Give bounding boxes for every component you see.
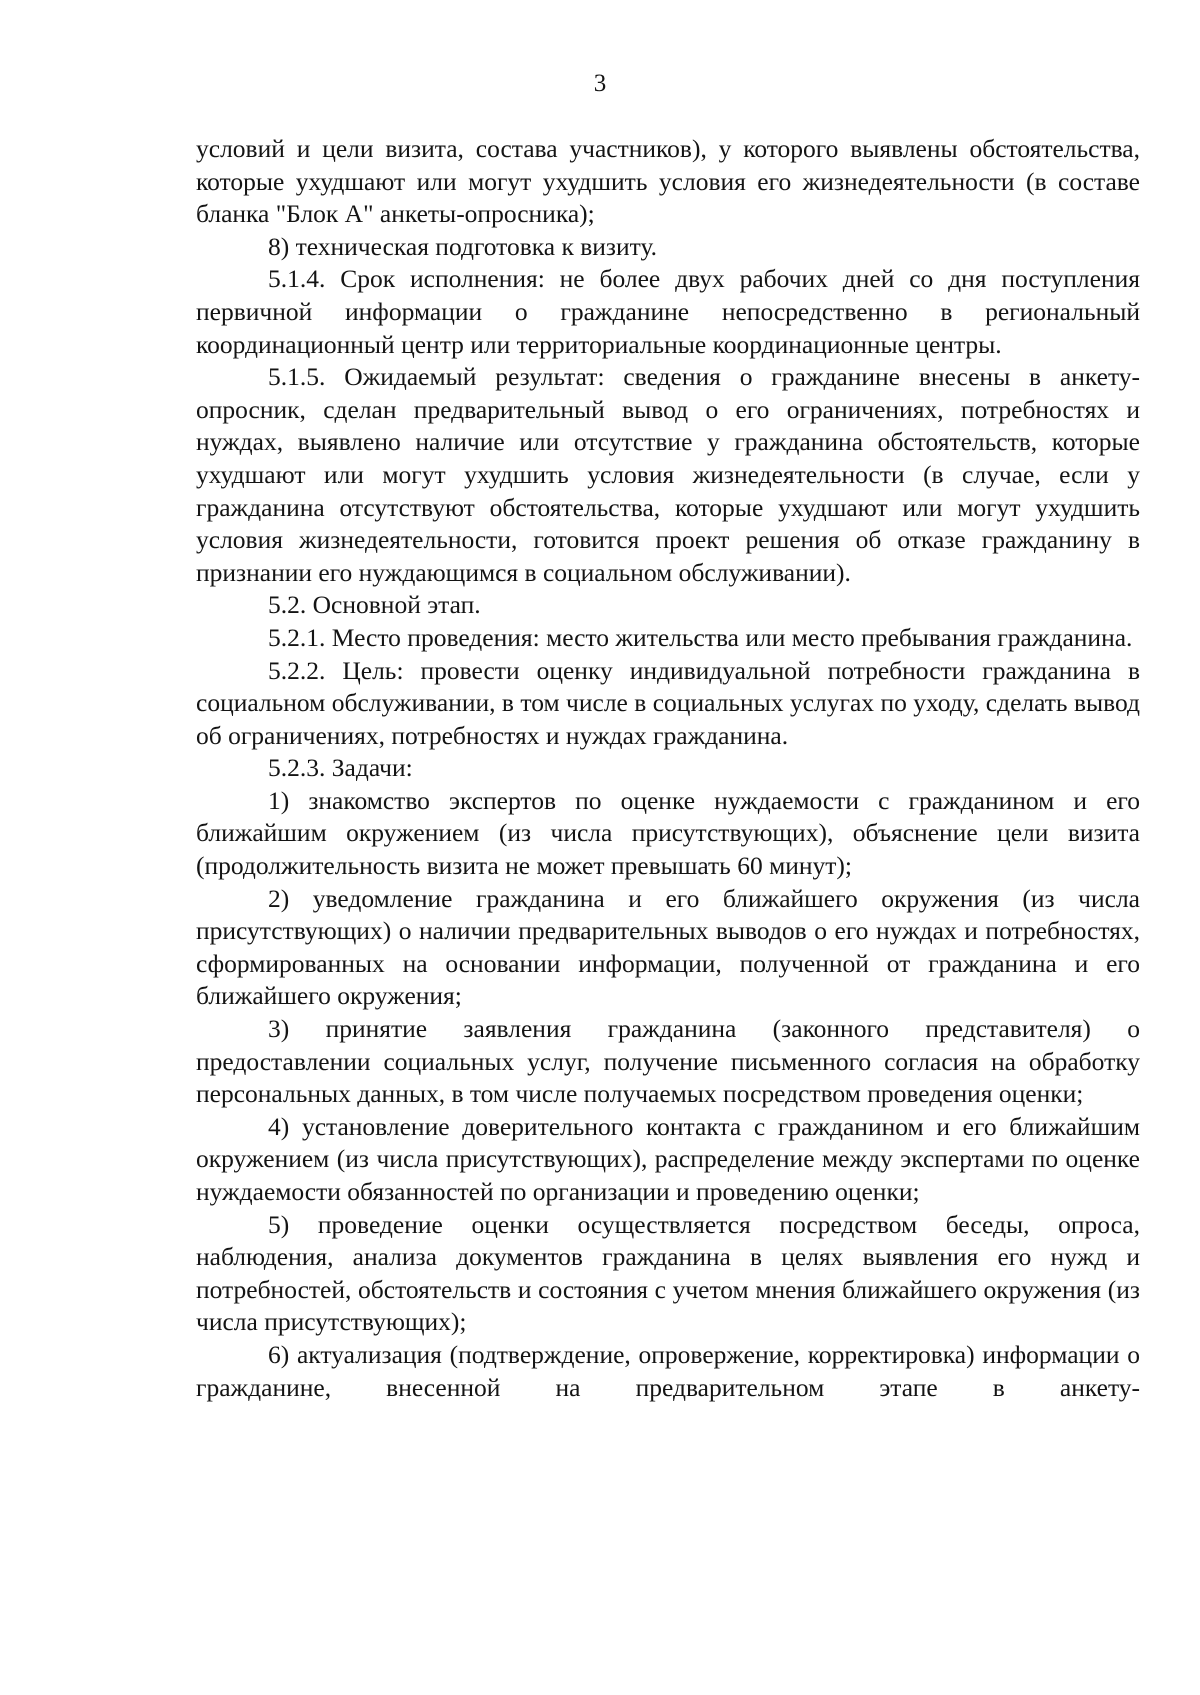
paragraph-item-8: 8) техническая подготовка к визиту. (268, 231, 658, 261)
task-item-2: 2) уведомление гражданина и его ближайшего окружения (из числа присутствующих) о наличии предварительных выводов о его нуждах и потребностях, сформированных на основании информации, полученной от гражданина и его ближайшего окружения; (196, 883, 1140, 1011)
paragraph-5-1-5: 5.1.5. Ожидаемый результат: сведения о гражданине внесены в анкету-опросник, сделан предварительный вывод о его ограничениях, потребностях и нуждах, выявлено наличие или отсутствие у гражданина обстоятельств, которые ухудшают или могут ухудшить условия жизнедеятельности (в случае, если у гражданина отсутствуют обстоятельства, которые ухудшают или могут ухудшить условия жизнедеятельности, готовится проект решения об отказе гражданину в признании его нуждающимся в социальном обслуживании). (196, 362, 1140, 587)
section-heading-5-2: 5.2. Основной этап. (268, 590, 481, 620)
paragraph-continuation: условий и цели визита, состава участников), у которого выявлены обстоятельства, которые ухудшают или могут ухудшить условия его жизнедеятельности (в составе бланка "Блок А" анкеты-опросника); (196, 134, 1140, 229)
paragraph-5-2-2: 5.2.2. Цель: провести оценку индивидуальной потребности гражданина в социальном обслуживании, в том числе в социальных услугах по уходу, сделать вывод об ограничениях, потребностях и нуждах гражданина. (196, 655, 1140, 750)
task-item-1: 1) знакомство экспертов по оценке нуждаемости с гражданином и его ближайшим окружением (из числа присутствующих), объяснение цели визита (продолжительность визита не может превышать 60 минут); (196, 785, 1140, 881)
task-item-3: 3) принятие заявления гражданина (законного представителя) о предоставлении социальных услуг, получение письменного согласия на обработку персональных данных, в том числе получаемых посредством проведения оценки; (196, 1014, 1140, 1109)
paragraph-5-1-4: 5.1.4. Срок исполнения: не более двух рабочих дней со дня поступления первичной информации о гражданине непосредственно в региональный координационный центр или территориальные координационные центры. (196, 264, 1140, 359)
document-body (196, 133, 1140, 1404)
task-item-5: 5) проведение оценки осуществляется посредством беседы, опроса, наблюдения, анализа документов гражданина в целях выявления его нужд и потребностей, обстоятельств и состояния с учетом мнения ближайшего окружения (из числа присутствующих); (196, 1209, 1140, 1337)
paragraph-5-2-3: 5.2.3. Задачи: (268, 753, 413, 783)
task-item-4: 4) установление доверительного контакта с гражданином и его ближайшим окружением (из числа присутствующих), распределение между экспертами по оценке нуждаемости обязанностей по организации и проведению оценки; (196, 1111, 1140, 1206)
task-item-6: 6) актуализация (подтверждение, опровержение, корректировка) информации о гражданине, внесенной на предварительном этапе в анкету- (196, 1339, 1140, 1402)
paragraph-5-2-1: 5.2.1. Место проведения: место жительства или место пребывания гражданина. (268, 622, 1133, 652)
page-number: 3 (593, 70, 607, 97)
